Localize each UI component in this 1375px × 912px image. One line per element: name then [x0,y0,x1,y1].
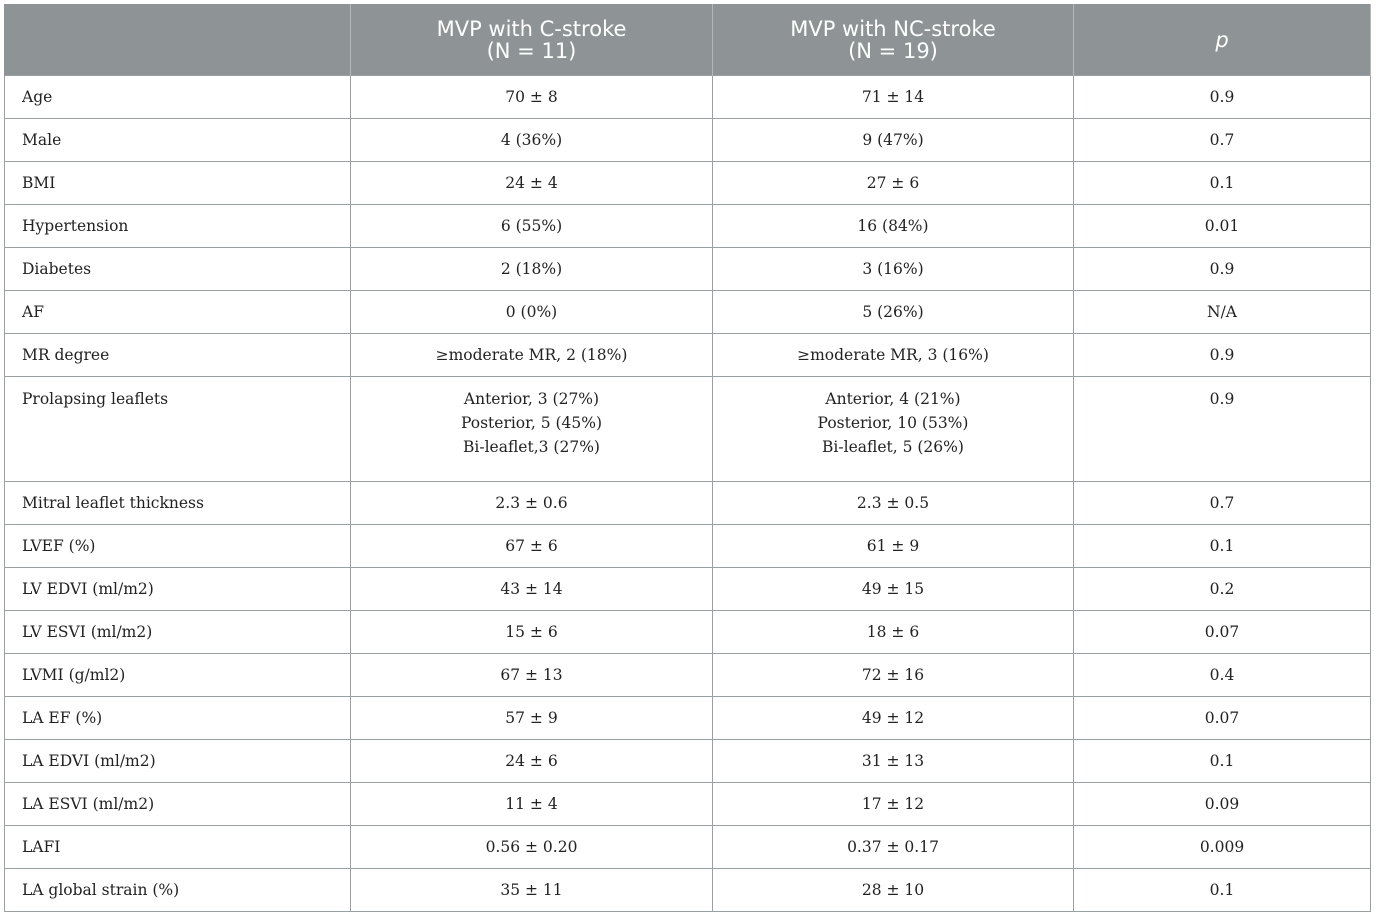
row-label: BMI [5,162,351,205]
cell-nc-stroke: 61 ± 9 [713,525,1074,568]
header-nc-stroke-title: MVP with NC-stroke [790,16,996,41]
cell-c-stroke: 0 (0%) [351,291,713,334]
cell-c-stroke: 35 ± 11 [351,869,713,912]
cell-nc-stroke: ≥moderate MR, 3 (16%) [713,334,1074,377]
header-c-stroke-count: (N = 11) [486,38,577,63]
row-label: LV ESVI (ml/m2) [5,611,351,654]
cell-line: Posterior, 10 (53%) [817,414,969,432]
row-label: AF [5,291,351,334]
header-c-stroke-title: MVP with C-stroke [436,16,627,41]
table-row [5,377,1371,482]
cell-p-value: 0.4 [1074,654,1371,697]
cell-c-stroke: 15 ± 6 [351,611,713,654]
cell-p-value: 0.1 [1074,525,1371,568]
cell-p-value: 0.9 [1074,248,1371,291]
table-row [5,291,1371,334]
row-label: LV EDVI (ml/m2) [5,568,351,611]
header-nc-stroke-count: (N = 19) [848,38,938,63]
cell-nc-stroke: 28 ± 10 [713,869,1074,912]
cell-c-stroke: 0.56 ± 0.20 [351,826,713,869]
cell-c-stroke [351,377,713,482]
row-label: Mitral leaflet thickness [5,482,351,525]
row-label: LA EDVI (ml/m2) [5,740,351,783]
cell-p-value: 0.1 [1074,869,1371,912]
cell-nc-stroke: 49 ± 15 [713,568,1074,611]
cell-p-value: 0.1 [1074,162,1371,205]
cell-nc-stroke: 18 ± 6 [713,611,1074,654]
row-label: Prolapsing leaflets [5,377,351,482]
cell-nc-stroke: 2.3 ± 0.5 [713,482,1074,525]
table-row [5,76,1371,119]
row-label: Male [5,119,351,162]
table-row [5,205,1371,248]
cell-nc-stroke: 31 ± 13 [713,740,1074,783]
cell-p-value: 0.9 [1074,76,1371,119]
cell-line: Anterior, 3 (27%) [463,390,600,408]
row-label: Hypertension [5,205,351,248]
comparison-table-container [4,4,1370,912]
cell-c-stroke: 11 ± 4 [351,783,713,826]
cell-p-value: 0.9 [1074,377,1371,482]
row-label: LVMI (g/ml2) [5,654,351,697]
row-label: LA global strain (%) [5,869,351,912]
table-row [5,525,1371,568]
table-row [5,334,1371,377]
cell-c-stroke: 57 ± 9 [351,697,713,740]
header-empty-cell [5,4,351,76]
cell-nc-stroke: 71 ± 14 [713,76,1074,119]
table-row [5,654,1371,697]
cell-p-value: 0.7 [1074,119,1371,162]
cell-nc-stroke: 49 ± 12 [713,697,1074,740]
row-label: LA EF (%) [5,697,351,740]
cell-c-stroke: 6 (55%) [351,205,713,248]
cell-c-stroke: 67 ± 13 [351,654,713,697]
row-label: Age [5,76,351,119]
cell-nc-stroke: 72 ± 16 [713,654,1074,697]
cell-nc-stroke: 17 ± 12 [713,783,1074,826]
table-row [5,611,1371,654]
row-label: MR degree [5,334,351,377]
table-row [5,783,1371,826]
cell-c-stroke: 70 ± 8 [351,76,713,119]
cell-c-stroke: 4 (36%) [351,119,713,162]
cell-p-value: 0.07 [1074,611,1371,654]
cell-line: Bi-leaflet, 5 (26%) [822,438,964,456]
cell-p-value: 0.9 [1074,334,1371,377]
table-row [5,740,1371,783]
header-nc-stroke [713,4,1074,76]
table-body [5,76,1371,912]
table-row [5,826,1371,869]
table-row [5,697,1371,740]
comparison-table [4,4,1371,912]
cell-p-value: 0.009 [1074,826,1371,869]
cell-nc-stroke: 27 ± 6 [713,162,1074,205]
table-row [5,869,1371,912]
cell-nc-stroke [713,377,1074,482]
cell-p-value: 0.01 [1074,205,1371,248]
table-row [5,162,1371,205]
header-c-stroke [351,4,713,76]
cell-nc-stroke: 0.37 ± 0.17 [713,826,1074,869]
cell-p-value: 0.07 [1074,697,1371,740]
row-label: LVEF (%) [5,525,351,568]
row-label: LA ESVI (ml/m2) [5,783,351,826]
header-row [5,4,1371,76]
row-label: Diabetes [5,248,351,291]
cell-line: Bi-leaflet,3 (27%) [463,438,600,456]
table-row [5,248,1371,291]
cell-nc-stroke: 9 (47%) [713,119,1074,162]
table-row [5,482,1371,525]
row-label: LAFI [5,826,351,869]
header-p-value: p [1074,4,1371,76]
cell-nc-stroke: 3 (16%) [713,248,1074,291]
cell-c-stroke: 24 ± 6 [351,740,713,783]
cell-c-stroke: 24 ± 4 [351,162,713,205]
cell-nc-stroke: 16 (84%) [713,205,1074,248]
cell-p-value: 0.2 [1074,568,1371,611]
cell-p-value: 0.7 [1074,482,1371,525]
cell-nc-stroke: 5 (26%) [713,291,1074,334]
cell-c-stroke: 2.3 ± 0.6 [351,482,713,525]
cell-line: Anterior, 4 (21%) [825,390,961,408]
table-row [5,119,1371,162]
cell-p-value: 0.09 [1074,783,1371,826]
cell-c-stroke: ≥moderate MR, 2 (18%) [351,334,713,377]
cell-p-value: N/A [1074,291,1371,334]
table-header [5,4,1371,76]
cell-c-stroke: 67 ± 6 [351,525,713,568]
cell-c-stroke: 43 ± 14 [351,568,713,611]
cell-p-value: 0.1 [1074,740,1371,783]
cell-c-stroke: 2 (18%) [351,248,713,291]
table-row [5,568,1371,611]
cell-line: Posterior, 5 (45%) [460,414,603,432]
